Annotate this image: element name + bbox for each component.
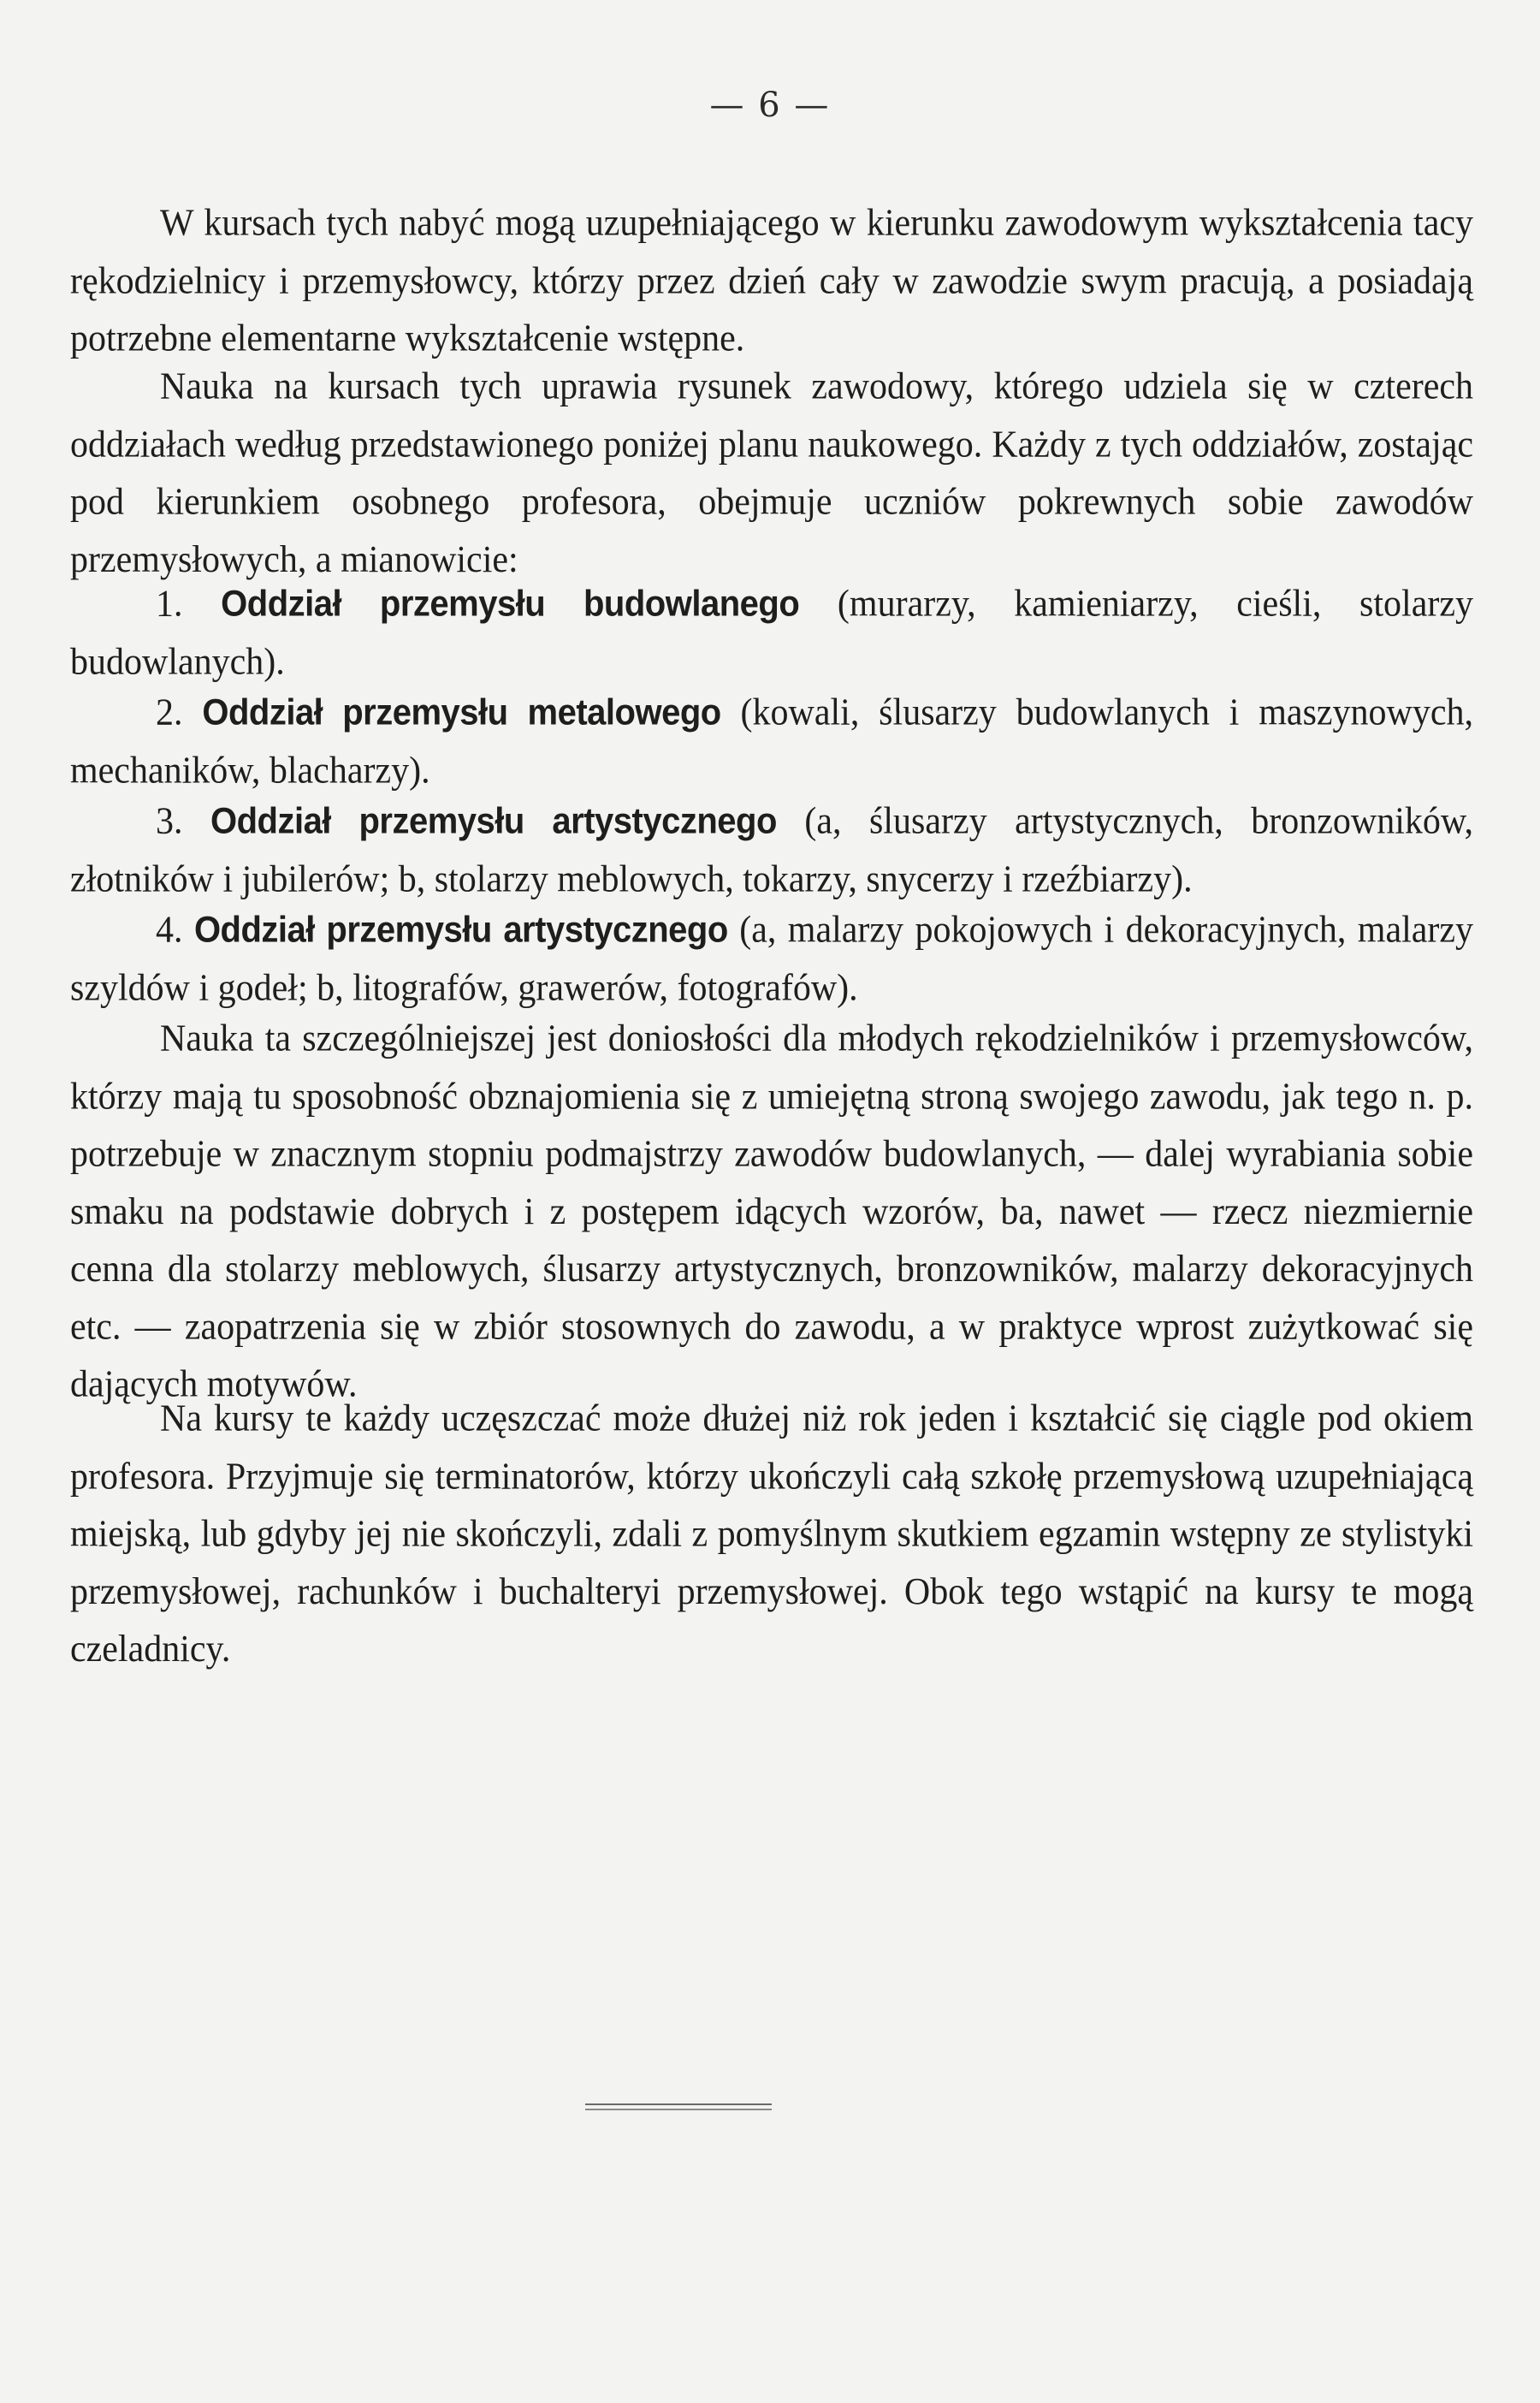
paragraph-admission: Na kursy te każdy uczęszczać może dłużej niż rok jeden i kształcić się ciągle pod okiem profesora. Przyjmuje się terminatorów, którzy ukończyli całą szkołę przemysłową uzupełniającą miejską, lub gdyby jej nie skończyli, zdali z pomyślnym skutkiem egzamin wstępny ze stylistyki przemysłowej, rachunków i buchalteryi przemysłowej. Obok tego wstąpić na kursy te mogą czeladnicy.	[70, 1397, 1473, 1670]
department-number: 3.	[156, 799, 183, 842]
department-item-2	[70, 685, 1473, 800]
department-name: Oddział przemysłu metalowego	[202, 692, 721, 733]
department-item-3	[70, 793, 1473, 909]
department-number: 4.	[156, 908, 183, 951]
department-name: Oddział przemysłu artystycznego	[193, 910, 728, 950]
department-description: (a, ślusarzy artystycznych, bronzowników, złotników i jubilerów; b, stolarzy meblowych, tokarzy, snycerzy i rzeźbiarzy).	[70, 799, 1474, 900]
department-description: (murarzy, kamieniarzy, cieśli, stolarzy budowlanych).	[70, 582, 1473, 683]
department-name: Oddział przemysłu artystycznego	[210, 801, 777, 841]
department-item-4	[70, 902, 1473, 1018]
body-text	[70, 195, 1474, 1670]
paragraph-intro: W kursach tych nabyć mogą uzupełniającego w kierunku zawodowym wykształcenia tacy rękodzielnicy i przemysłowcy, którzy przez dzień cały w zawodzie swym pracują, a posiadają potrzebne elementarne wykształcenie wstępne.	[70, 202, 1473, 359]
page-number: — 6 —	[709, 86, 831, 125]
department-number: 1.	[156, 582, 183, 625]
paragraph-curriculum: Nauka na kursach tych uprawia rysunek zawodowy, którego udziela się w czterech oddziałach według przedstawionego poniżej planu naukowego. Każdy z tych oddziałów, zostając pod kierunkiem osobnego profesora, obejmuje uczniów pokrewnych sobie zawodów przemysłowych, a mianowicie:	[70, 365, 1473, 580]
department-item-1	[70, 576, 1473, 691]
department-description: (kowali, ślusarzy budowlanych i maszynowych, mechaników, blacharzy).	[70, 691, 1474, 792]
department-name: Oddział przemysłu budowlanego	[221, 584, 800, 624]
paragraph-importance: Nauka ta szczególniejszej jest doniosłości dla młodych rękodzielników i przemysłowców, którzy mają tu sposobność obznajomienia się z umiejętną stroną swojego zawodu, jak tego n. p. potrzebuje w znacznym stopniu podmajstrzy zawodów budowlanych, — dalej wyrabiania sobie smaku na podstawie dobrych i z postępem idących wzorów, ba, nawet — rzecz niezmiernie cenna dla stolarzy meblowych, ślusarzy artystycznych, bronzowników, malarzy dekoracyjnych etc. — zaopatrzenia się w zbiór stosownych do zawodu, a w praktyce wprost zużytkować się dających motywów.	[70, 1017, 1473, 1405]
department-description: (a, malarzy pokojowych i dekoracyjnych, malarzy szyldów i godeł; b, litografów, grawerów, fotografów).	[70, 908, 1474, 1009]
department-number: 2.	[156, 691, 183, 733]
section-divider	[585, 2103, 772, 2105]
